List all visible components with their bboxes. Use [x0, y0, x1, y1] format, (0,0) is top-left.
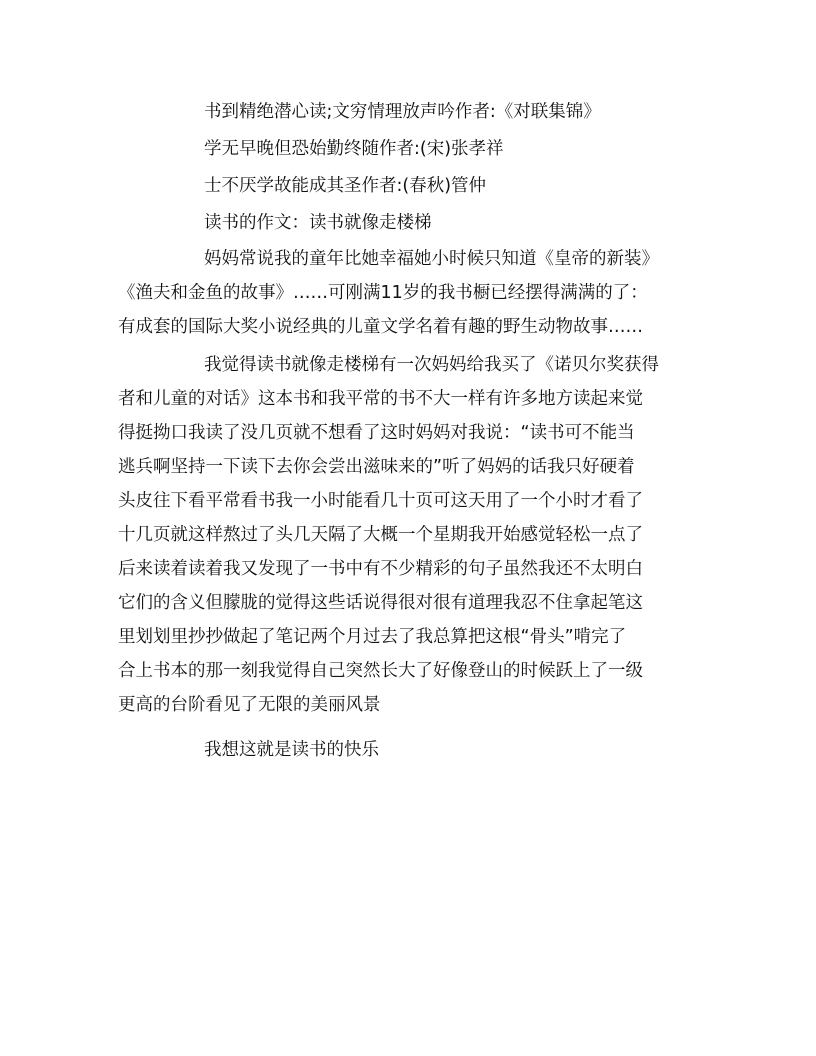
essay-title: 读书的作文：读书就像走楼梯	[204, 213, 432, 233]
paragraph-line: 后来读着读着我又发现了一书中有不少精彩的句子虽然我还不太明白	[118, 559, 643, 579]
paragraph-line: 更高的台阶看见了无限的美丽风景	[118, 695, 381, 715]
paragraph-line: 里划划里抄抄做起了笔记两个月过去了我总算把这根“骨头”啃完了	[118, 627, 627, 647]
quote-line: 学无早晚但恐始勤终随作者:(宋)张孝祥	[204, 139, 504, 159]
paragraph-line: 合上书本的那一刻我觉得自己突然长大了好像登山的时候跃上了一级	[118, 661, 643, 681]
paragraph-line: 得挺拗口我读了没几页就不想看了这时妈妈对我说：“读书可不能当	[118, 423, 635, 443]
paragraph-line: 它们的含义但朦胧的觉得这些话说得很对很有道理我忍不住拿起笔这	[118, 593, 643, 613]
paragraph-line: 《渔夫和金鱼的故事》……可刚满11岁的我书橱已经摆得满满的了：	[118, 283, 648, 303]
paragraph-2	[118, 348, 690, 722]
quote-line: 书到精绝潜心读;文穷情理放声吟作者:《对联集锦》	[204, 102, 601, 122]
paragraph-line: 头皮往下看平常看书我一小时能看几十页可这天用了一个小时才看了	[118, 491, 643, 511]
document-body	[118, 94, 690, 769]
paragraph-line: 十几页就这样熬过了头几天隔了大概一个星期我开始感觉轻松一点了	[118, 525, 643, 545]
paragraph-1	[118, 242, 690, 344]
quote-line: 士不厌学故能成其圣作者:(春秋)管仲	[204, 176, 487, 196]
paragraph-line: 逃兵啊坚持一下读下去你会尝出滋味来的”听了妈妈的话我只好硬着	[118, 457, 635, 477]
paragraph-line: 妈妈常说我的童年比她幸福她小时候只知道《皇帝的新装》	[204, 249, 659, 269]
paragraph-3: 我想这就是读书的快乐	[204, 740, 379, 760]
paragraph-line: 有成套的国际大奖小说经典的儿童文学名着有趣的野生动物故事……	[118, 317, 643, 337]
paragraph-line: 者和儿童的对话》这本书和我平常的书不大一样有许多地方读起来觉	[118, 389, 643, 409]
paragraph-line: 我觉得读书就像走楼梯有一次妈妈给我买了《诺贝尔奖获得	[204, 355, 659, 375]
